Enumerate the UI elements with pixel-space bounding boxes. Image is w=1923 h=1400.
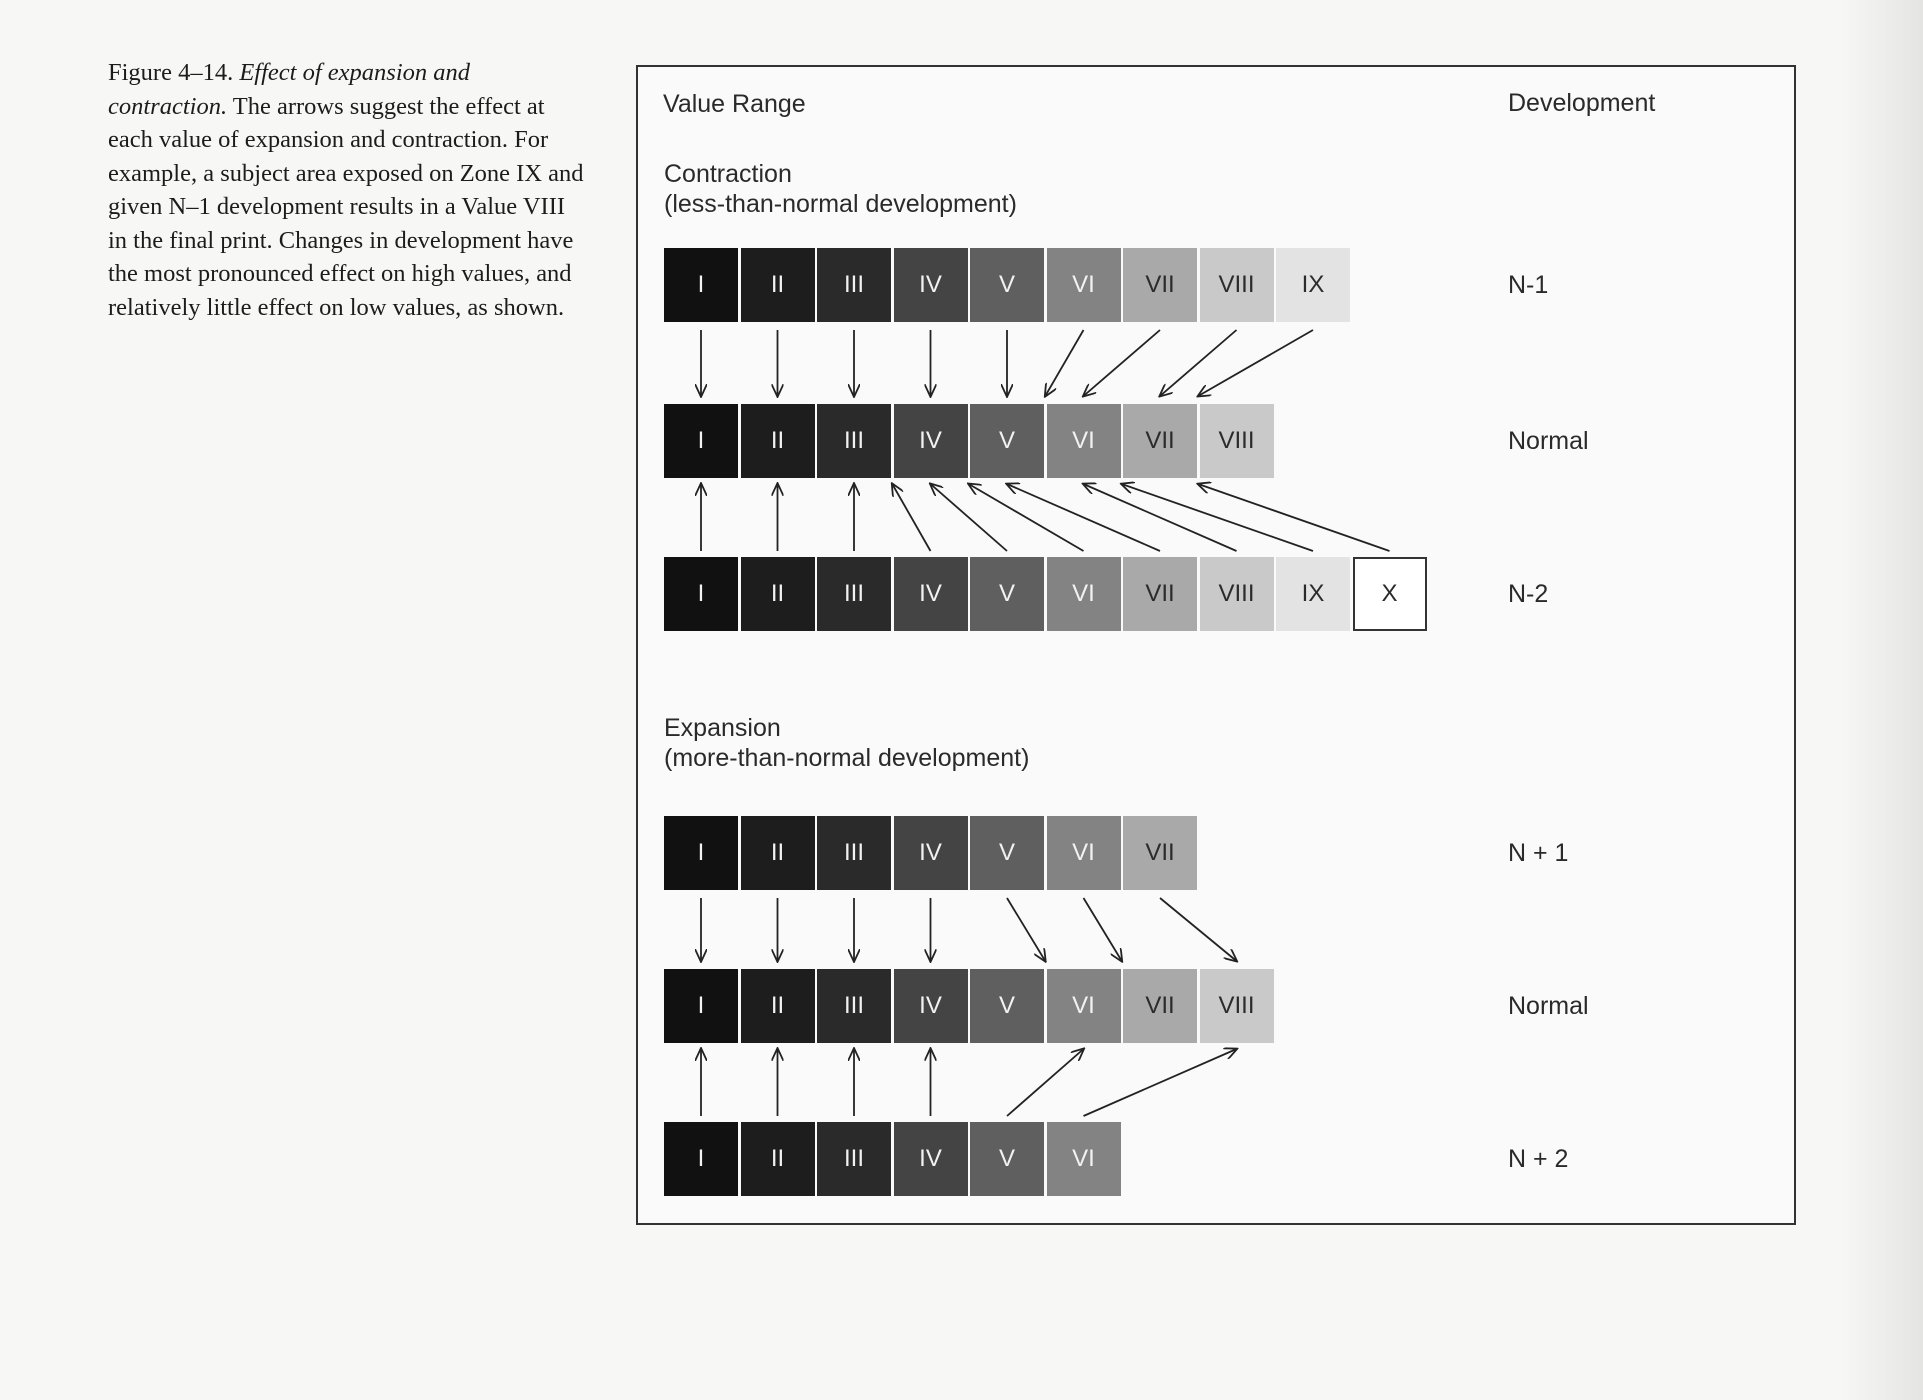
value-cell-n-minus-2-7: VII bbox=[1123, 557, 1197, 631]
diagram-frame bbox=[636, 65, 1796, 1225]
value-cell-normal-expansion-7: VII bbox=[1123, 969, 1197, 1043]
value-cell-normal-contraction-1: I bbox=[664, 404, 738, 478]
figure-title: Effect of expansion and contraction. bbox=[108, 59, 471, 120]
value-cell-n-minus-2-5: V bbox=[970, 557, 1044, 631]
development-label-n-minus-2: N-2 bbox=[1508, 580, 1549, 608]
expansion-title: Expansion bbox=[664, 714, 781, 742]
value-cell-normal-expansion-5: V bbox=[970, 969, 1044, 1043]
value-cell-n-plus-2-5: V bbox=[970, 1122, 1044, 1196]
value-cell-n-plus-1-6: VI bbox=[1047, 816, 1121, 890]
value-cell-n-minus-2-8: VIII bbox=[1200, 557, 1274, 631]
value-cell-normal-contraction-5: V bbox=[970, 404, 1044, 478]
value-cell-n-plus-2-1: I bbox=[664, 1122, 738, 1196]
value-cell-n-plus-1-3: III bbox=[817, 816, 891, 890]
value-cell-n-minus-1-4: IV bbox=[894, 248, 968, 322]
value-cell-n-minus-1-8: VIII bbox=[1200, 248, 1274, 322]
value-cell-n-plus-2-6: VI bbox=[1047, 1122, 1121, 1196]
value-cell-normal-expansion-1: I bbox=[664, 969, 738, 1043]
value-cell-n-minus-2-9: IX bbox=[1276, 557, 1350, 631]
development-label-n-minus-1: N-1 bbox=[1508, 271, 1549, 299]
value-cell-n-minus-2-10: X bbox=[1353, 557, 1427, 631]
value-cell-normal-expansion-8: VIII bbox=[1200, 969, 1274, 1043]
value-cell-normal-contraction-7: VII bbox=[1123, 404, 1197, 478]
figure-number: Figure 4–14. bbox=[108, 59, 240, 86]
value-cell-normal-contraction-6: VI bbox=[1047, 404, 1121, 478]
caption-text: The arrows suggest the effect at each value of expansion and contraction. For example, a subject area exposed on Zone IX and given N–1 development results in a Value VIII in the final print. Changes in development have the most pronounced effect on high values, and relatively little effect on low values, as shown. bbox=[108, 92, 584, 321]
value-cell-n-minus-1-9: IX bbox=[1276, 248, 1350, 322]
development-label-n-plus-1: N + 1 bbox=[1508, 839, 1569, 867]
value-cell-n-plus-2-4: IV bbox=[894, 1122, 968, 1196]
value-cell-n-plus-1-7: VII bbox=[1123, 816, 1197, 890]
value-cell-n-plus-2-3: III bbox=[817, 1122, 891, 1196]
development-label-normal-expansion: Normal bbox=[1508, 992, 1589, 1020]
value-cell-normal-contraction-3: III bbox=[817, 404, 891, 478]
expansion-subtitle: (more-than-normal development) bbox=[664, 744, 1030, 772]
value-cell-n-minus-2-4: IV bbox=[894, 557, 968, 631]
value-cell-n-minus-1-1: I bbox=[664, 248, 738, 322]
value-cell-n-minus-1-3: III bbox=[817, 248, 891, 322]
figure-caption bbox=[108, 56, 588, 324]
value-range-heading: Value Range bbox=[663, 90, 806, 118]
development-label-normal-contraction: Normal bbox=[1508, 427, 1589, 455]
value-cell-n-minus-2-2: II bbox=[741, 557, 815, 631]
development-label-n-plus-2: N + 2 bbox=[1508, 1145, 1569, 1173]
page-edge-shade bbox=[1840, 0, 1923, 1400]
value-cell-n-minus-1-2: II bbox=[741, 248, 815, 322]
value-cell-n-minus-2-3: III bbox=[817, 557, 891, 631]
contraction-subtitle: (less-than-normal development) bbox=[664, 190, 1017, 218]
value-cell-n-minus-1-6: VI bbox=[1047, 248, 1121, 322]
value-cell-normal-contraction-8: VIII bbox=[1200, 404, 1274, 478]
value-cell-normal-contraction-4: IV bbox=[894, 404, 968, 478]
value-cell-normal-expansion-6: VI bbox=[1047, 969, 1121, 1043]
value-cell-normal-expansion-3: III bbox=[817, 969, 891, 1043]
development-heading: Development bbox=[1508, 89, 1656, 117]
contraction-title: Contraction bbox=[664, 160, 792, 188]
value-cell-n-plus-1-2: II bbox=[741, 816, 815, 890]
value-cell-n-plus-1-4: IV bbox=[894, 816, 968, 890]
value-cell-n-minus-1-7: VII bbox=[1123, 248, 1197, 322]
value-cell-n-plus-1-1: I bbox=[664, 816, 738, 890]
value-cell-n-minus-2-6: VI bbox=[1047, 557, 1121, 631]
value-cell-normal-expansion-2: II bbox=[741, 969, 815, 1043]
value-cell-n-plus-1-5: V bbox=[970, 816, 1044, 890]
caption-paragraph bbox=[108, 56, 588, 324]
value-cell-normal-expansion-4: IV bbox=[894, 969, 968, 1043]
value-cell-n-minus-2-1: I bbox=[664, 557, 738, 631]
value-cell-normal-contraction-2: II bbox=[741, 404, 815, 478]
value-cell-n-minus-1-5: V bbox=[970, 248, 1044, 322]
value-cell-n-plus-2-2: II bbox=[741, 1122, 815, 1196]
